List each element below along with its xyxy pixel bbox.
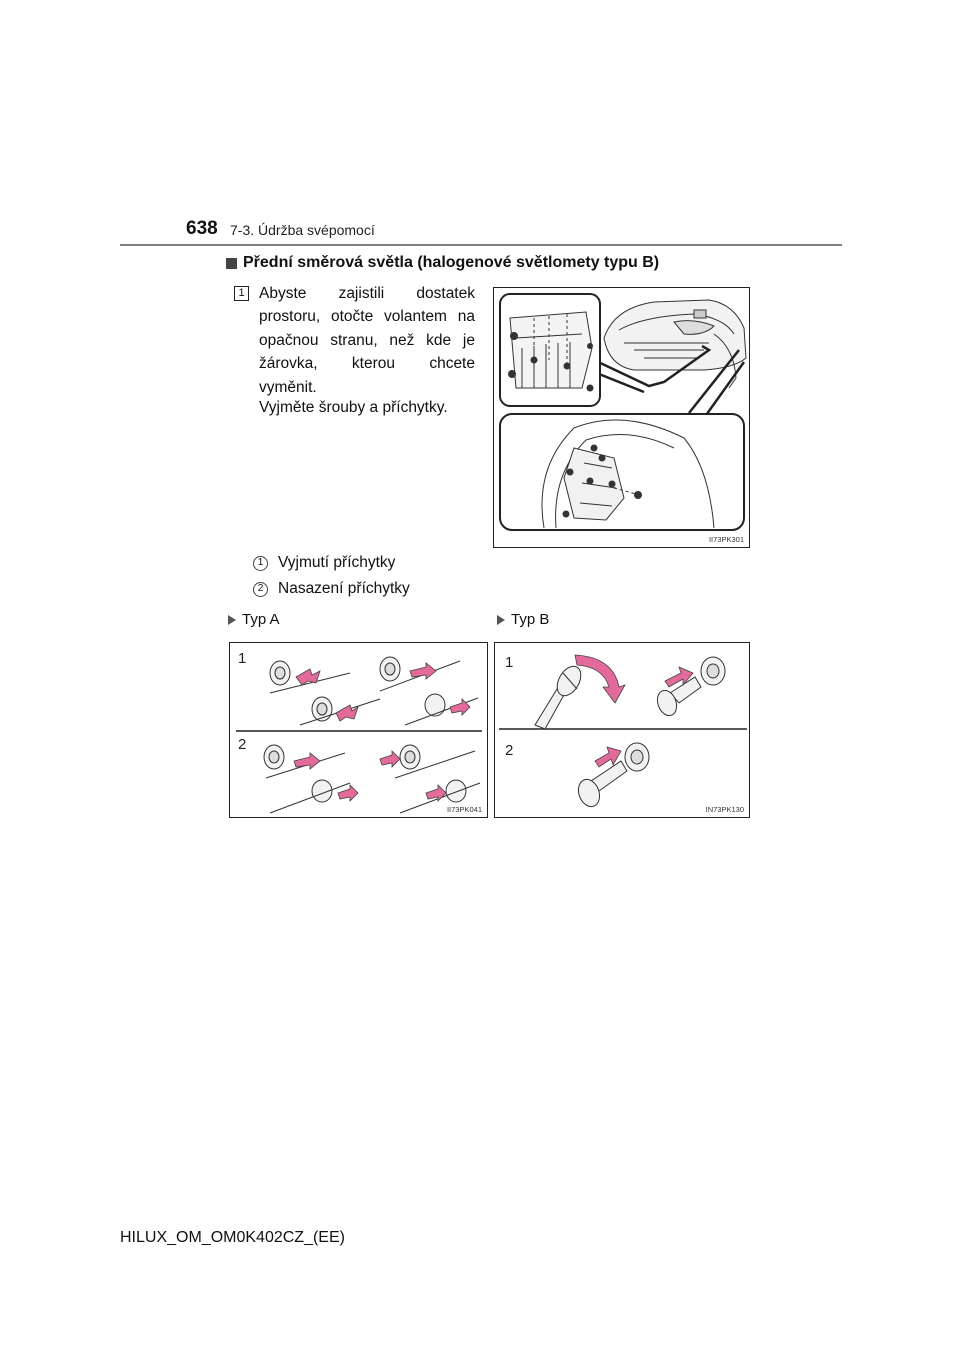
legend-item-1 bbox=[253, 554, 395, 572]
clip-type-a-svg bbox=[230, 643, 488, 818]
footer-document-code: HILUX_OM_OM0K402CZ_(EE) bbox=[120, 1229, 345, 1246]
header-divider bbox=[120, 244, 842, 246]
step-instruction-2: Vyjměte šrouby a příchytky. bbox=[259, 399, 448, 416]
step-instruction: Abyste zajistili dostatek prostoru, otočte volantem na opačnou stranu, než kde je žárovka, kterou chcete vyměnit. bbox=[259, 285, 475, 396]
marker-1: 1 bbox=[238, 650, 247, 667]
headlight-illustration-svg bbox=[494, 288, 750, 548]
legend-item-2 bbox=[253, 580, 410, 598]
legend-label-2: Nasazení příchytky bbox=[278, 580, 410, 597]
figure-code-a: II73PK041 bbox=[446, 805, 482, 814]
figure-code-b: IN73PK130 bbox=[705, 805, 744, 814]
triangle-bullet-icon bbox=[228, 615, 236, 625]
legend-number-2: 2 bbox=[253, 582, 268, 597]
legend-label-1: Vyjmutí příchytky bbox=[278, 554, 396, 571]
marker-1: 1 bbox=[505, 654, 514, 671]
type-b-label bbox=[497, 611, 549, 628]
type-a-label bbox=[228, 611, 280, 628]
marker-2: 2 bbox=[505, 742, 514, 759]
type-a-text: Typ A bbox=[242, 611, 280, 628]
step-number: 1 bbox=[234, 286, 249, 301]
heading-square-icon bbox=[226, 258, 237, 269]
marker-2: 2 bbox=[238, 736, 247, 753]
section-title: 7-3. Údržba svépomocí bbox=[230, 222, 375, 238]
heading-text: Přední směrová světla (halogenové světlomety typu B) bbox=[243, 254, 660, 271]
section-heading bbox=[226, 254, 659, 272]
clip-type-b-svg bbox=[495, 643, 750, 818]
figure-code: II73PK301 bbox=[708, 535, 744, 544]
clip-type-a-illustration bbox=[229, 642, 488, 818]
page-number: 638 bbox=[186, 218, 218, 239]
triangle-bullet-icon bbox=[497, 615, 505, 625]
headlight-illustration bbox=[493, 287, 750, 548]
legend-number-1: 1 bbox=[253, 556, 268, 571]
type-b-text: Typ B bbox=[511, 611, 550, 628]
clip-type-b-illustration bbox=[494, 642, 750, 818]
